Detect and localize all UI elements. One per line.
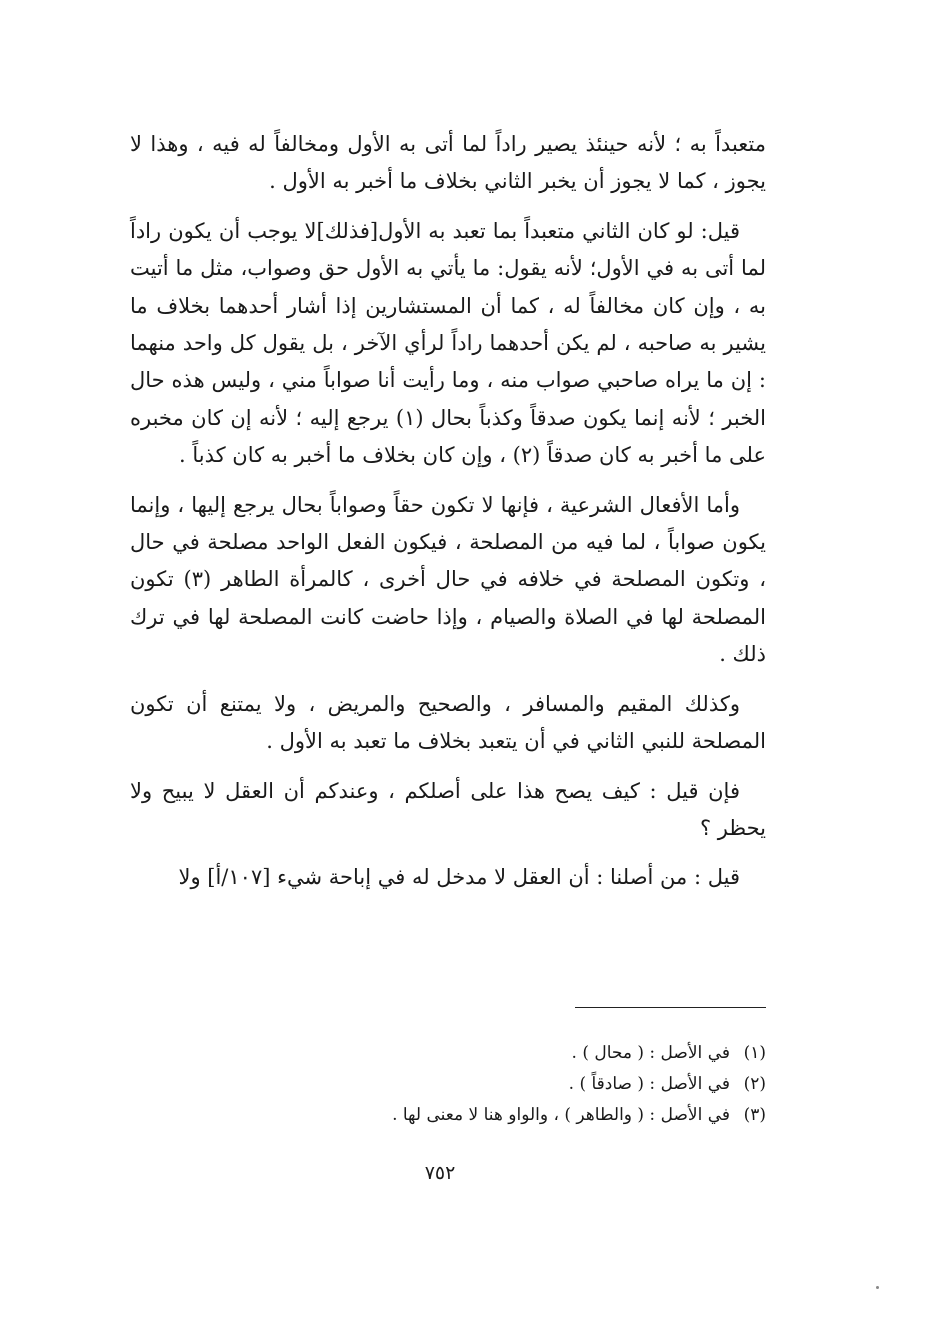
main-text-body (130, 126, 766, 897)
footnote-text: في الأصل : ( والطاهر ) ، والواو هنا لا معنى لها . (392, 1105, 730, 1125)
paragraph-2: قيل: لو كان الثاني متعبداً بما تعبد به الأول[فذلك]لا يوجب أن يكون راداً لما أتى به في الأول؛ لأنه يقول: ما يأتي به الأول حق وصواب، مثل ما أتيت به ، وإن كان مخالفاً له ، كما أن المستشارين إذا أشار أحدهما بخلاف ما يشير به صاحبه ، لم يكن أحدهما راداً لرأي الآخر ، بل يقول كل واحد منهما : إن ما يراه صاحبي صواب منه ، وما رأيت أنا صواباً مني ، وليس هذه حال الخبر ؛ لأنه إنما يكون صدقاً وكذباً بحال (١) يرجع إليه ؛ لأنه إن كان مخبره على ما أخبر به كان صدقاً (٢) ، وإن كان بخلاف ما أخبر به كان كذباً . (130, 218, 766, 468)
scan-speck (876, 1286, 879, 1289)
footnote-separator (575, 1007, 766, 1008)
footnote-number: (٣) (743, 1105, 766, 1125)
footnote-2 (300, 1069, 766, 1100)
page-number: ٧٥٢ (424, 1162, 456, 1184)
footnote-text: في الأصل : ( محال ) . (571, 1043, 730, 1063)
footnote-number: (٢) (743, 1074, 766, 1094)
footnote-text: في الأصل : ( صادقاً ) . (568, 1074, 730, 1094)
paragraph-6: قيل : من أصلنا : أن العقل لا مدخل له في إباحة شيء [١٠٧/أ] ولا (178, 865, 740, 890)
footnote-number: (١) (743, 1043, 766, 1063)
footnote-3 (300, 1100, 766, 1131)
footnotes (300, 1038, 766, 1131)
paragraph-4: وكذلك المقيم والمسافر ، والصحيح والمريض ، ولا يمتنع أن تكون المصلحة للنبي الثاني في أن يتعبد بخلاف ما تعبد به الأول . (130, 691, 766, 754)
footnote-1 (300, 1038, 766, 1069)
paragraph-1: متعبداً به ؛ لأنه حينئذ يصير راداً لما أتى به الأول ومخالفاً له فيه ، وهذا لا يجوز ، كما لا يجوز أن يخبر الثاني بخلاف ما أخبر به الأول . (130, 132, 766, 194)
paragraph-5: فإن قيل : كيف يصح هذا على أصلكم ، وعندكم أن العقل لا يبيح ولا يحظر ؟ (130, 778, 766, 840)
paragraph-3: وأما الأفعال الشرعية ، فإنها لا تكون حقاً وصواباً بحال يرجع إليها ، وإنما يكون صواباً ، لما فيه من المصلحة ، فيكون الفعل الواحد مصلحة في حال ، وتكون المصلحة في خلافه في حال أخرى ، كالمرأة الطاهر (٣) تكون المصلحة لها في الصلاة والصيام ، وإذا حاضت كانت المصلحة لها في ترك ذلك . (130, 492, 766, 667)
